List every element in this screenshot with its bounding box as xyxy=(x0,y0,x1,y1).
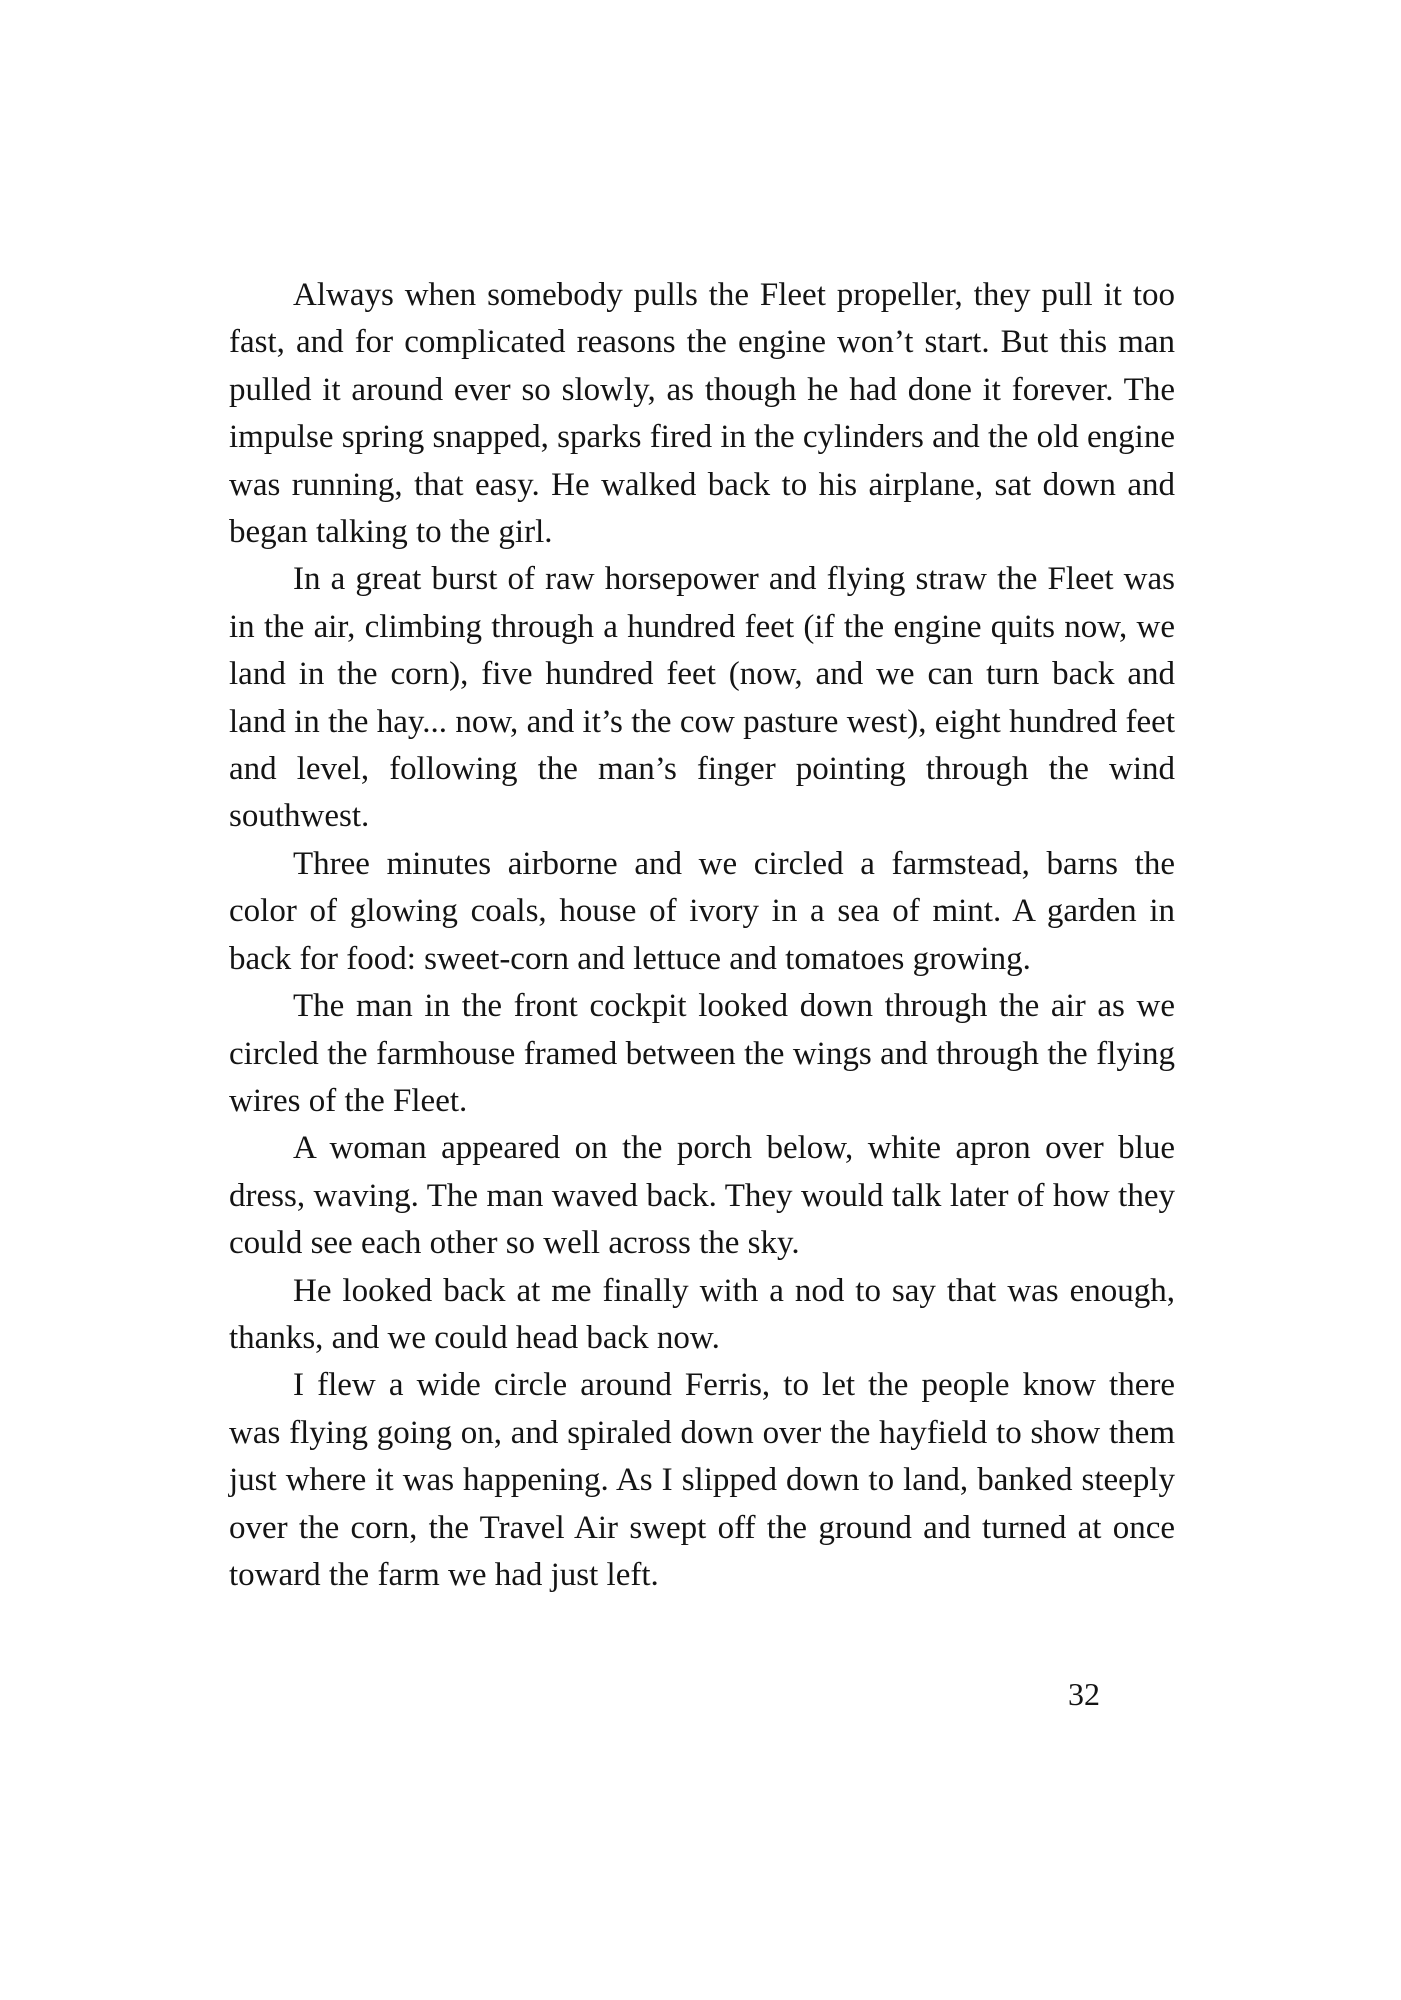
paragraph-1: Always when somebody pulls the Fleet propeller, they pull it too fast, and for complicated reasons the engine won’t start. But this man pulled it around ever so slowly, as though he had done it forever. The impulse spring snapped, sparks fired in the cylinders and the old engine was running, that easy. He walked back to his airplane, sat down and began talking to the girl. xyxy=(229,277,1175,551)
paragraph-4: The man in the front cockpit looked down through the air as we circled the farmhouse framed between the wings and through the flying wires of the Fleet. xyxy=(229,988,1175,1119)
paragraph-6: He looked back at me finally with a nod to say that was enough, thanks, and we could head back now. xyxy=(229,1272,1175,1356)
body-text xyxy=(229,272,1175,1599)
paragraph-7: I flew a wide circle around Ferris, to let the people know there was flying going on, and spiraled down over the hayfield to show them just where it was happening. As I slipped down to land, banked steeply over the corn, the Travel Air swept off the ground and turned at once toward the farm we had just left. xyxy=(229,1367,1175,1593)
paragraph-5: A woman appeared on the porch below, white apron over blue dress, waving. The man waved back. They would talk later of how they could see each other so well across the sky. xyxy=(229,1130,1175,1262)
paragraph-2: In a great burst of raw horsepower and flying straw the Fleet was in the air, climbing through a hundred feet (if the engine quits now, we land in the corn), five hundred feet (now, and we can turn back and land in the hay... now, and it’s the cow pasture west), eight hundred feet and level, following the man’s finger pointing through the wind southwest. xyxy=(229,561,1175,835)
paragraph-3: Three minutes airborne and we circled a farmstead, barns the color of glowing coals, house of ivory in a sea of mint. A garden in back for food: sweet-corn and lettuce and tomatoes growing. xyxy=(229,845,1175,977)
page-number: 32 xyxy=(1068,1676,1100,1712)
